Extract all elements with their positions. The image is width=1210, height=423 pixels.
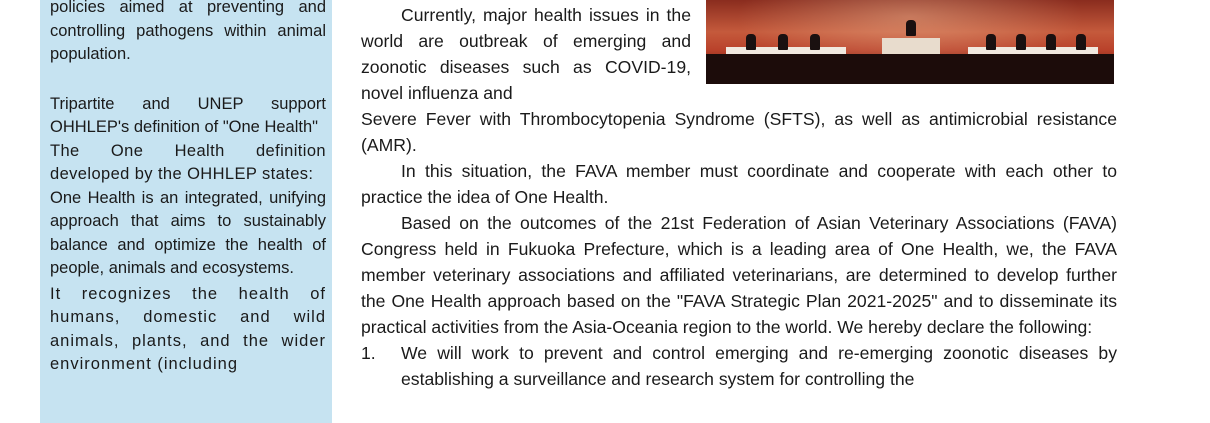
- sidebar-gap: [50, 67, 326, 93]
- sidebar-box: [40, 0, 332, 423]
- sidebar-paragraph-5: It recognizes the health of humans, domestic and wild animals, plants, and the wider environment (including: [50, 284, 326, 373]
- paragraph-current-issues-continued: Severe Fever with Thrombocytopenia Syndrome (SFTS), as well as antimicrobial resistance (AMR).: [361, 109, 1117, 155]
- sidebar-paragraph-1: policies aimed at preventing and controlling pathogens within animal population.: [50, 0, 326, 63]
- item-number: 1.: [361, 343, 376, 363]
- sidebar-paragraph-4: One Health is an integrated, unifying approach that aims to sustainably balance and optimize the health of people, animals and ecosystems.: [50, 188, 326, 277]
- declaration-item-1: [361, 340, 1117, 392]
- paragraph-situation: In this situation, the FAVA member must coordinate and cooperate with each other to practice the idea of One Health.: [361, 161, 1117, 207]
- sidebar-paragraph-2: Tripartite and UNEP support OHHLEP's definition of "One Health": [50, 94, 326, 136]
- paragraph-outcomes: Based on the outcomes of the 21st Federation of Asian Veterinary Associations (FAVA) Congress held in Fukuoka Prefecture, which is a leading area of One Health, we, the FAVA member veterinary associations and affiliated veterinarians, are determined to develop further the One Health approach based on the "FAVA Strategic Plan 2021-2025" and to disseminate its practical activities from the Asia-Oceania region to the world. We hereby declare the following:: [361, 213, 1117, 337]
- paragraph-current-issues: Currently, major health issues in the world are outbreak of emerging and zoonotic diseases such as COVID-19, novel influenza and: [361, 5, 691, 103]
- sidebar-paragraph-3: The One Health definition developed by the OHHLEP states:: [50, 141, 326, 183]
- main-text: [361, 0, 1117, 392]
- declaration-item-1-text: We will work to prevent and control emerging and re-emerging zoonotic diseases by establishing a surveillance and research system for controlling the: [401, 343, 1117, 389]
